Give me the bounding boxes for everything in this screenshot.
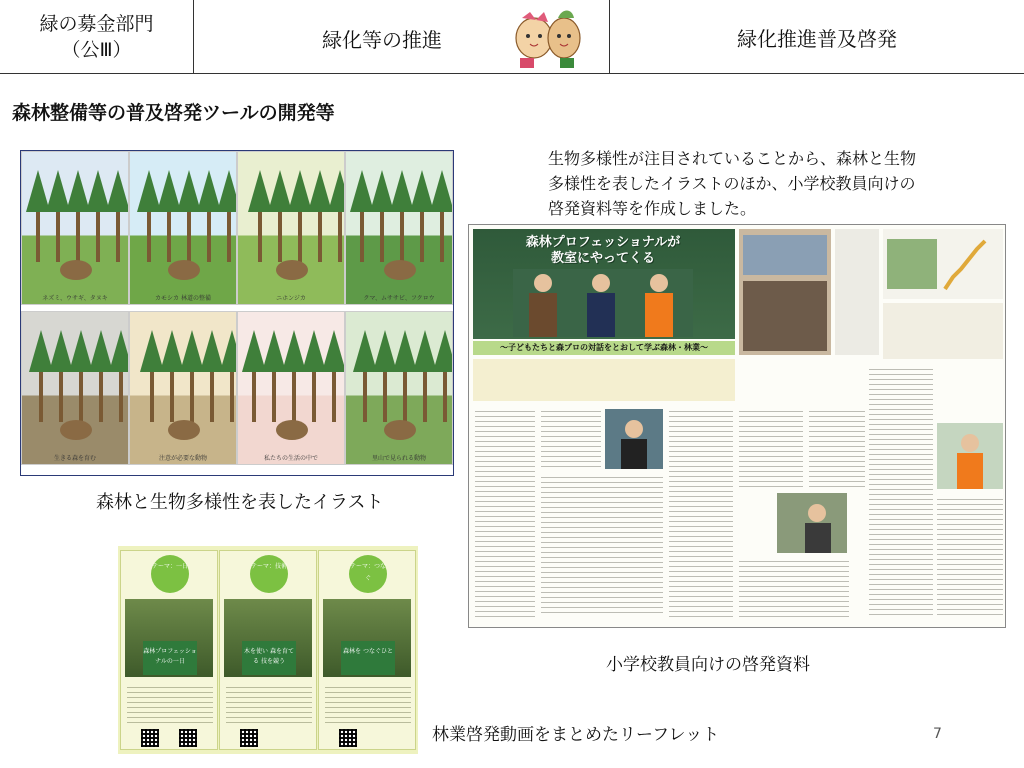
leaflet-theme-badge: テーマ：一日	[151, 555, 189, 593]
illustration-panel	[345, 151, 453, 305]
illustration-panel	[237, 311, 345, 465]
section-label-line1: 緑の募金部門	[39, 13, 154, 35]
newsletter-banner-title-line2: 教室にやってくる	[550, 251, 655, 266]
teacher-newsletter-image	[468, 224, 1006, 628]
leaflet-text-lines	[325, 683, 411, 723]
qr-code-icon	[240, 729, 258, 747]
illustration-panel-caption: クマ、ムササビ、フクロウ	[363, 295, 435, 302]
leaflet-text-lines	[127, 683, 213, 723]
leaflet-panel	[120, 550, 218, 750]
right-title: 緑化推進普及啓発	[737, 26, 897, 51]
leaflet-theme-badge: テーマ：つなぐ	[349, 555, 387, 593]
leaflet-text-lines	[226, 683, 312, 723]
biodiversity-illustration-grid	[20, 150, 454, 476]
newsletter-text-column	[809, 407, 865, 487]
newsletter-intro-block	[473, 359, 735, 401]
leaflet-panel	[219, 550, 317, 750]
leaflet-tag: 森林を つなぐひと	[341, 641, 395, 675]
illustration-panel-caption: カモシカ 林道の整備	[155, 295, 211, 302]
newsletter-banner	[473, 229, 735, 339]
illustration-caption: 森林と生物多様性を表したイラスト	[96, 492, 384, 513]
newsletter-caption: 小学校教員向けの啓発資料	[606, 655, 810, 675]
leaflet-tag: 木を使い 森を育てる 技を競う	[242, 641, 296, 675]
qr-code-icon	[141, 729, 159, 747]
illustration-panel-caption: 注意が必要な動物	[158, 455, 207, 462]
intro-paragraph: 生物多様性が注目されていることから、森林と生物多様性を表したイラストのほか、小学校教員向けの啓発資料等を作成しました。	[548, 149, 917, 218]
illustration-panel	[237, 151, 345, 305]
newsletter-text-column	[869, 365, 933, 617]
forestry-leaflet-image	[118, 546, 418, 754]
qr-code-icon	[339, 729, 357, 747]
page-subtitle: 森林整備等の普及啓発ツールの開発等	[12, 102, 335, 124]
newsletter-worker-photo	[777, 493, 847, 553]
illustration-panel	[129, 151, 237, 305]
illustration-panel-caption: 生きる森を育む	[53, 455, 96, 462]
newsletter-banner-title-line1: 森林プロフェッショナルが	[525, 235, 681, 250]
illustration-panel	[21, 311, 129, 465]
newsletter-banner-title	[493, 235, 713, 267]
newsletter-classroom-photos	[739, 229, 1003, 361]
leaflet-panel	[318, 550, 416, 750]
page-number: 7	[933, 726, 942, 742]
leaflet-theme-badge: テーマ：技術	[250, 555, 288, 593]
illustration-panel	[129, 311, 237, 465]
newsletter-people-photo	[513, 269, 693, 337]
newsletter-text-column	[937, 495, 1003, 617]
newsletter-text-column	[541, 473, 663, 617]
illustration-panel-caption: 私たちの生活の中で	[263, 455, 318, 462]
illustration-panel	[345, 311, 453, 465]
newsletter-strip: ～子どもたちと森プロの対話をとおして学ぶ森林・林業～	[473, 341, 735, 355]
newsletter-portrait-photo	[605, 409, 663, 469]
newsletter-text-column	[739, 557, 849, 617]
illustration-panel-caption: ニホンジカ	[276, 295, 306, 302]
newsletter-text-column	[669, 407, 733, 617]
illustration-panel-caption: ネズミ、ウサギ、タヌキ	[42, 295, 108, 302]
newsletter-text-column	[475, 407, 535, 617]
illustration-panel-caption: 里山で見られる動物	[371, 455, 426, 462]
right-title-cell	[610, 0, 1024, 74]
center-title: 緑化等の推進	[322, 28, 442, 52]
newsletter-text-column	[541, 407, 601, 467]
mascot-illustration	[500, 8, 600, 72]
newsletter-orange-worker-photo	[937, 423, 1003, 489]
section-label	[0, 0, 194, 74]
section-label-line2: （公Ⅲ）	[61, 39, 132, 61]
newsletter-text-column	[739, 407, 803, 487]
illustration-panel	[21, 151, 129, 305]
leaflet-caption: 林業啓発動画をまとめたリーフレット	[432, 725, 720, 745]
leaflet-tag: 森林プロフェッショナルの一日	[143, 641, 197, 675]
qr-code-icon	[179, 729, 197, 747]
